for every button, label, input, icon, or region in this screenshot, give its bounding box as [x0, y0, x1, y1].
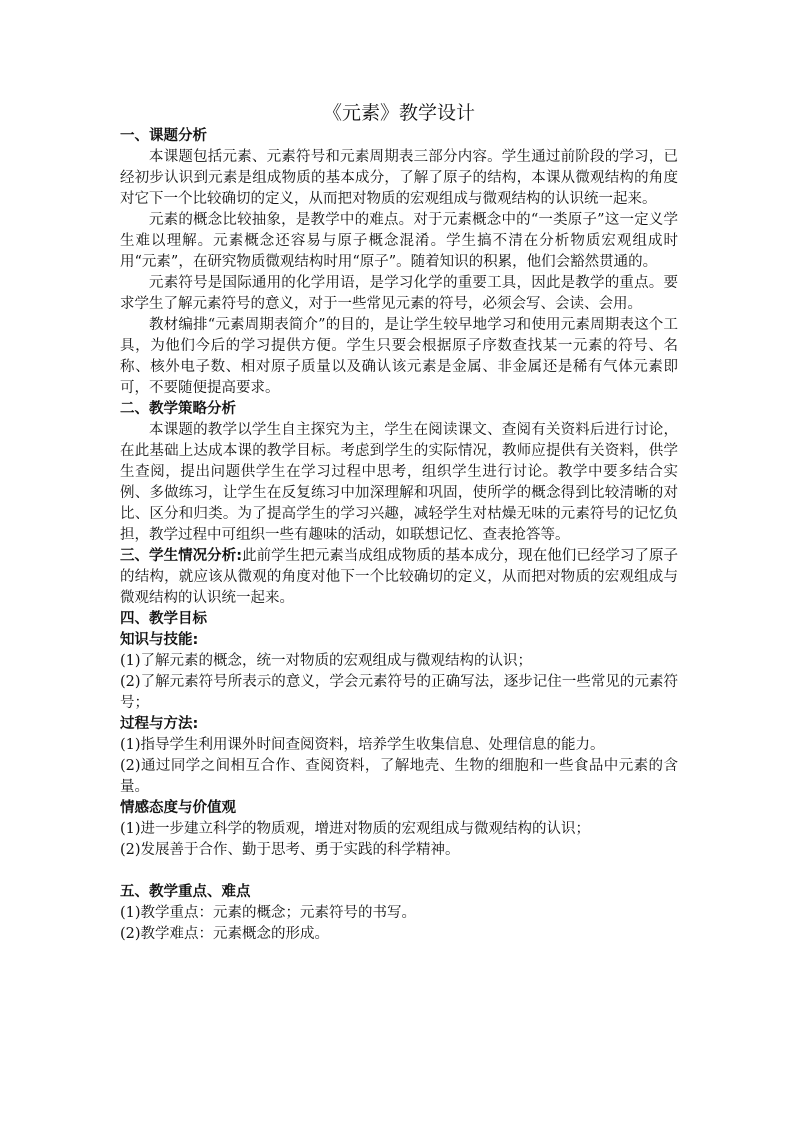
section-topic-analysis — [120, 126, 678, 399]
document-page — [120, 100, 678, 945]
paragraph: 元素的概念比较抽象，是教学中的难点。对于元素概念中的“一类原子”这一定义学生难以理解。元素概念还容易与原子概念混淆。学生搞不清在分析物质宏观组成时用“元素”，在研究物质微观结构时用“原子”。随着知识的积累，他们会豁然贯通的。 — [120, 212, 678, 270]
key-point-item: (1)教学重点：元素的概念；元素符号的书写。 — [120, 905, 417, 921]
section-heading: 二、教学策略分析 — [120, 401, 236, 417]
section-student-analysis — [120, 546, 678, 609]
section-heading: 一、课题分析 — [120, 128, 207, 144]
section-heading: 五、教学重点、难点 — [120, 884, 251, 900]
goal-item: (1)指导学生利用课外时间查阅资料，培养学生收集信息、处理信息的能力。 — [120, 737, 605, 753]
goal-item: (2)了解元素符号所表示的意义，学会元素符号的正确写法，逐步记住一些常见的元素符号； — [120, 674, 678, 711]
spacer — [120, 861, 678, 882]
goal-item: (2)发展善于合作、勤于思考、勇于实践的科学精神。 — [120, 842, 460, 858]
section-strategy-analysis — [120, 399, 678, 546]
key-point-item: (2)教学难点：元素概念的形成。 — [120, 926, 330, 942]
goal-group-label: 知识与技能: — [120, 632, 199, 648]
goal-item: (1)进一步建立科学的物质观，增进对物质的宏观组成与微观结构的认识； — [120, 821, 591, 837]
document-title: 《元素》教学设计 — [322, 102, 475, 124]
paragraph — [120, 546, 678, 609]
section-teaching-goals — [120, 609, 678, 861]
section-heading: 三、学生情况分析: — [120, 548, 243, 564]
section-heading: 四、教学目标 — [120, 611, 207, 627]
goal-group-label: 过程与方法: — [120, 716, 199, 732]
paragraph: 本课题包括元素、元素符号和元素周期表三部分内容。学生通过前阶段的学习，已经初步认识到元素是组成物质的基本成分，了解了原子的结构，本课从微观结构的角度对它下一个比较确切的定义，从而把对物质的宏观组成与微观结构的认识统一起来。 — [120, 149, 678, 207]
paragraph: 教材编排“元素周期表简介”的目的，是让学生较早地学习和使用元素周期表这个工具，为他们今后的学习提供方便。学生只要会根据原子序数查找某一元素的符号、名称、核外电子数、相对原子质量以及确认该元素是金属、非金属还是稀有气体元素即可，不要随便提高要求。 — [120, 317, 678, 396]
goal-item: (1)了解元素的概念，统一对物质的宏观组成与微观结构的认识； — [120, 653, 533, 669]
paragraph-text: 此前学生把元素当成组成物质的基本成分，现在他们已经学习了原子的结构，就应该从微观的角度对他下一个比较确切的定义，从而把对物质的宏观组成与微观结构的认识统一起来。 — [120, 548, 678, 606]
section-key-points — [120, 882, 678, 945]
goal-group-label: 情感态度与价值观 — [120, 800, 236, 816]
paragraph: 本课题的教学以学生自主探究为主，学生在阅读课文、查阅有关资料后进行讨论，在此基础上达成本课的教学目标。考虑到学生的实际情况，教师应提供有关资料，供学生查阅，提出问题供学生在学习过程中思考，组织学生进行讨论。教学中要多结合实例、多做练习，让学生在反复练习中加深理解和巩固，使所学的概念得到比较清晰的对比、区分和归类。为了提高学生的学习兴趣，减轻学生对枯燥无味的元素符号的记忆负担，教学过程中可组织一些有趣味的活动，如联想记忆、查表抢答等。 — [120, 422, 678, 543]
goal-item: (2)通过同学之间相互合作、查阅资料，了解地壳、生物的细胞和一些食品中元素的含量。 — [120, 758, 678, 795]
paragraph: 元素符号是国际通用的化学用语，是学习化学的重要工具，因此是教学的重点。要求学生了解元素符号的意义，对于一些常见元素的符号，必须会写、会读、会用。 — [120, 275, 678, 312]
